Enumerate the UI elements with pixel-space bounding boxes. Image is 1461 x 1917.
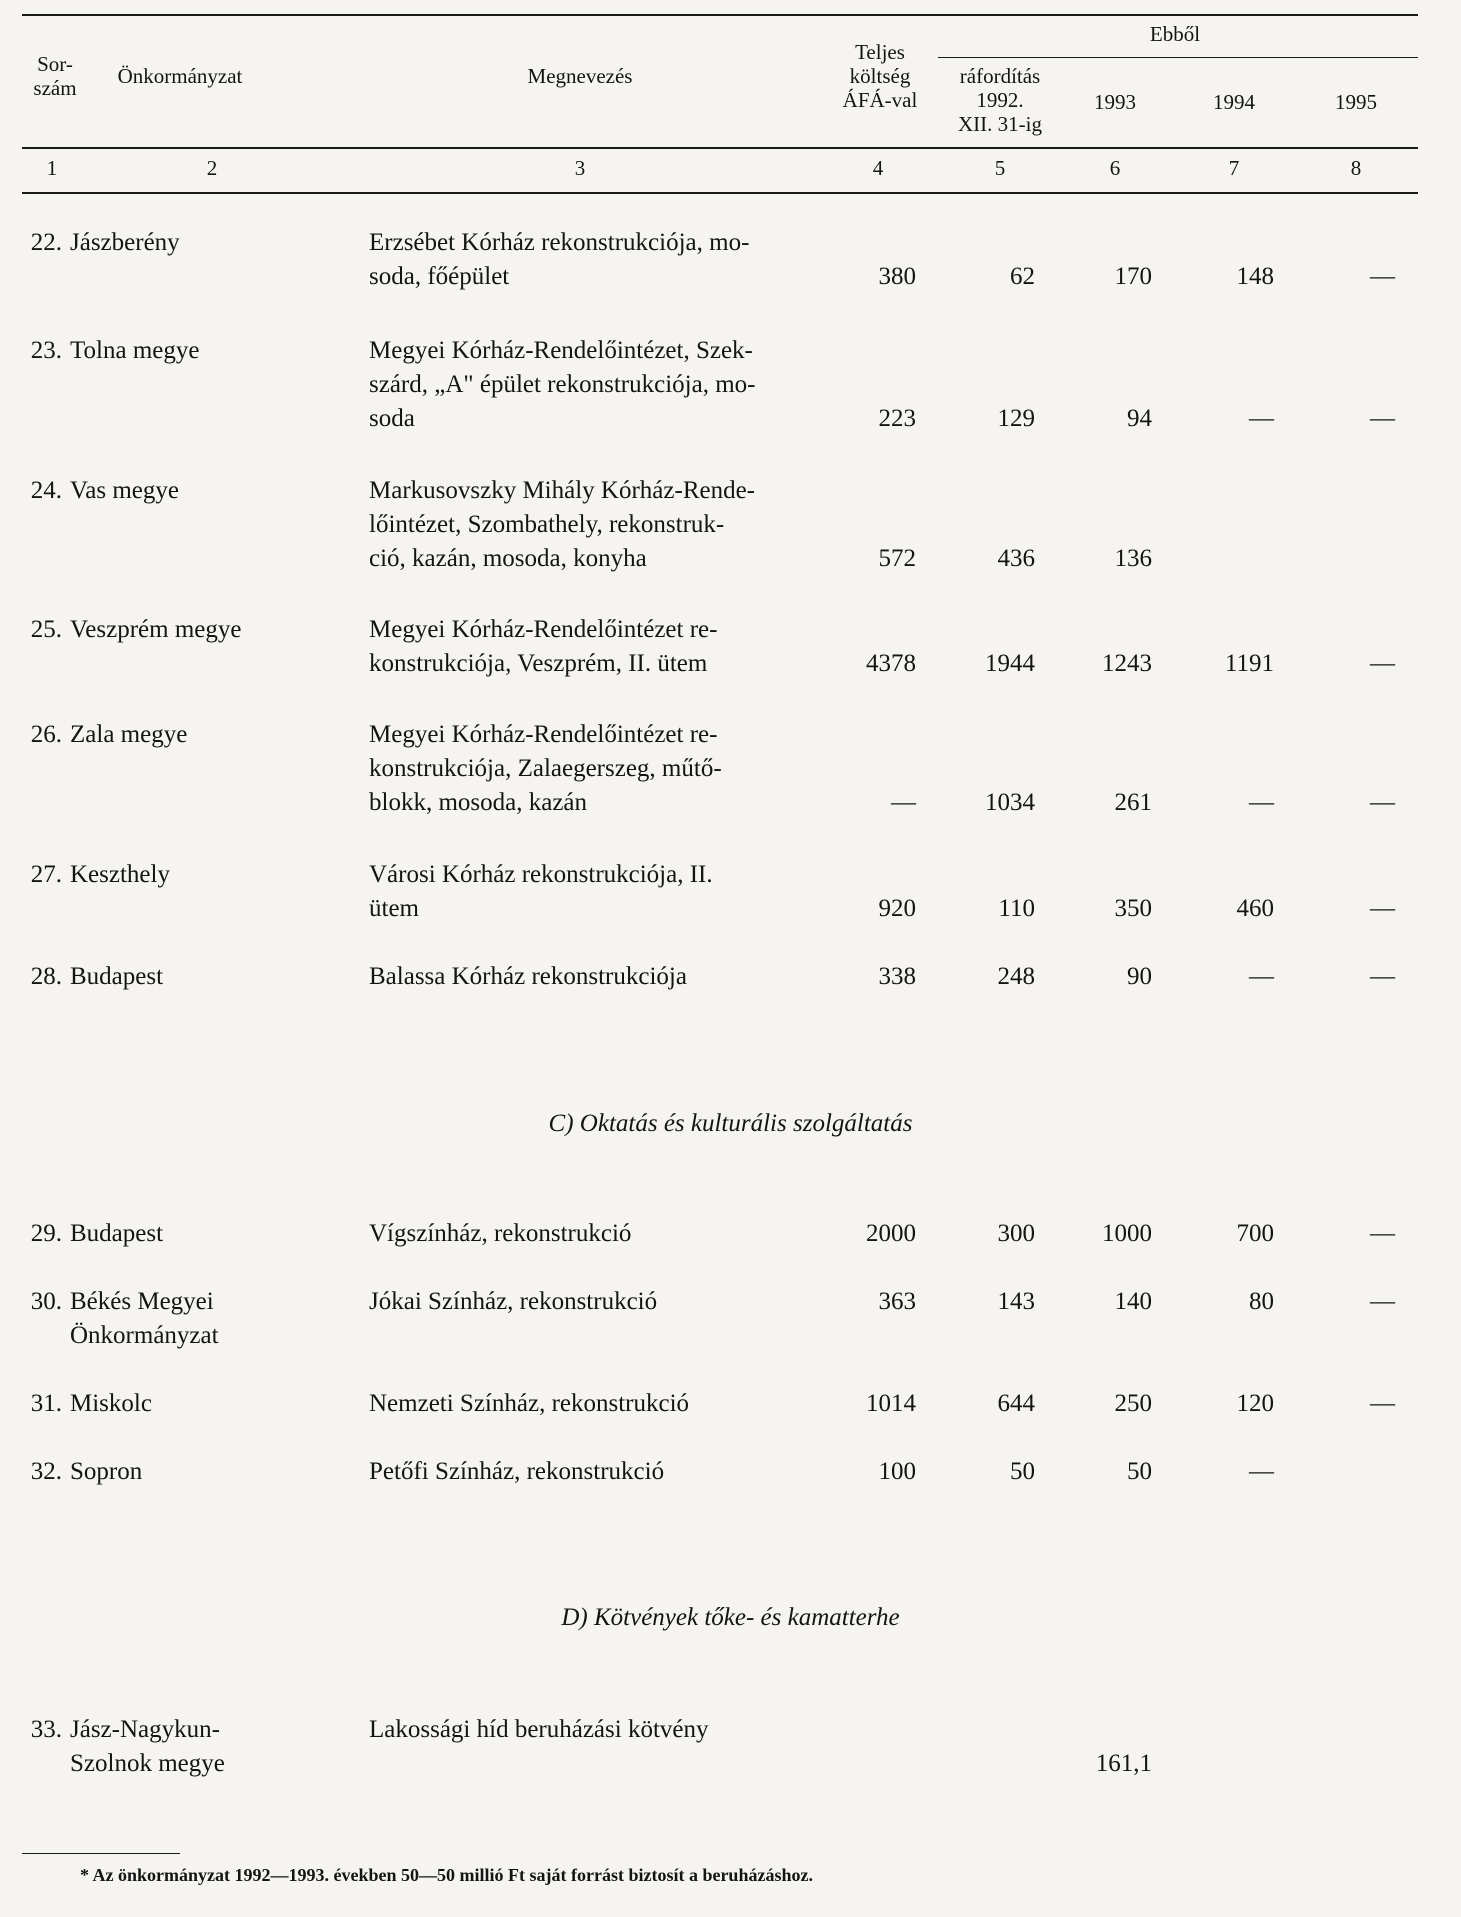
row-value-v6: 261 xyxy=(1114,789,1152,816)
row-value-v8: — xyxy=(1370,895,1395,922)
row-value-v7: 80 xyxy=(1249,1288,1274,1315)
colnum-1: 1 xyxy=(46,156,58,180)
row-value-v4: 380 xyxy=(878,263,916,290)
row-value-v5: 300 xyxy=(997,1220,1035,1247)
header-sorszam: Sor- szám xyxy=(33,52,77,100)
row-value-v4: 1014 xyxy=(866,1390,916,1417)
row-value-v7: — xyxy=(1249,1458,1274,1485)
row-description: Erzsébet Kórház rekonstrukciója, mo- soda, főépület xyxy=(369,229,750,290)
row-value-v5: 50 xyxy=(1010,1458,1035,1485)
row-value-v6: 161,1 xyxy=(1095,1750,1152,1777)
row-municipality: Miskolc xyxy=(70,1390,152,1417)
header-1994: 1994 xyxy=(1213,90,1255,114)
row-value-v6: 90 xyxy=(1127,963,1152,990)
row-description: Megyei Kórház-Rendelőintézet re- konstrukciója, Veszprém, II. ütem xyxy=(369,616,718,677)
row-value-v4: — xyxy=(891,789,916,816)
row-description: Megyei Kórház-Rendelőintézet re- konstrukciója, Zalaegerszeg, műtő- blokk, mosoda, kazán xyxy=(369,721,722,816)
colnum-3: 3 xyxy=(574,156,586,180)
row-value-v4: 338 xyxy=(878,963,916,990)
row-value-v7: 120 xyxy=(1236,1390,1274,1417)
colnum-rule xyxy=(22,192,1418,194)
row-number: 33. xyxy=(30,1716,62,1743)
row-number: 26. xyxy=(30,721,62,748)
row-description: Markusovszky Mihály Kórház-Rende- lőintézet, Szombathely, rekonstruk- ció, kazán, mosoda, konyha xyxy=(369,477,756,572)
colnum-7: 7 xyxy=(1228,156,1240,180)
row-value-v8: — xyxy=(1370,1390,1395,1417)
row-value-v5: 1944 xyxy=(985,650,1035,677)
row-number: 27. xyxy=(30,861,62,888)
row-value-v7: — xyxy=(1249,963,1274,990)
header-ebbol: Ebből xyxy=(1149,22,1201,46)
row-municipality: Vas megye xyxy=(70,477,179,504)
row-value-v7: — xyxy=(1249,789,1274,816)
colnum-4: 4 xyxy=(872,156,884,180)
section-c-title: C) Oktatás és kulturális szolgáltatás xyxy=(548,1110,913,1137)
row-value-v8: — xyxy=(1370,789,1395,816)
colnum-5: 5 xyxy=(994,156,1006,180)
row-value-v4: 572 xyxy=(878,545,916,572)
row-value-v6: 350 xyxy=(1114,895,1152,922)
row-description: Városi Kórház rekonstrukciója, II. ütem xyxy=(369,861,713,922)
row-value-v5: 248 xyxy=(997,963,1035,990)
row-value-v7: 148 xyxy=(1236,263,1274,290)
row-value-v6: 136 xyxy=(1114,545,1152,572)
colnum-6: 6 xyxy=(1109,156,1121,180)
row-description: Lakossági híd beruházási kötvény xyxy=(369,1716,709,1743)
header-teljes-koltseg: Teljes költség ÁFÁ-val xyxy=(842,40,918,112)
row-value-v4: 223 xyxy=(878,405,916,432)
row-municipality: Veszprém megye xyxy=(70,616,242,643)
row-value-v5: 62 xyxy=(1010,263,1035,290)
row-number: 22. xyxy=(30,229,62,256)
section-d-title: D) Kötvények tőke- és kamatterhe xyxy=(561,1604,900,1631)
row-description: Vígszínház, rekonstrukció xyxy=(369,1220,632,1247)
row-description: Nemzeti Színház, rekonstrukció xyxy=(369,1390,690,1417)
row-value-v4: 100 xyxy=(878,1458,916,1485)
header-megnevezes: Megnevezés xyxy=(527,64,633,88)
colnum-8: 8 xyxy=(1350,156,1362,180)
row-value-v8: — xyxy=(1370,1220,1395,1247)
colnum-2: 2 xyxy=(206,156,218,180)
row-number: 24. xyxy=(30,477,62,504)
row-value-v4: 363 xyxy=(878,1288,916,1315)
row-value-v5: 110 xyxy=(998,895,1035,922)
row-value-v8: — xyxy=(1370,263,1395,290)
row-number: 30. xyxy=(30,1288,62,1315)
row-value-v6: 1000 xyxy=(1102,1220,1152,1247)
row-value-v8: — xyxy=(1370,405,1395,432)
row-value-v8: — xyxy=(1370,1288,1395,1315)
header-1993: 1993 xyxy=(1094,90,1136,114)
row-municipality: Budapest xyxy=(70,963,164,990)
row-number: 28. xyxy=(30,963,62,990)
row-value-v6: 140 xyxy=(1114,1288,1152,1315)
row-value-v6: 94 xyxy=(1127,405,1152,432)
row-description: Petőfi Színház, rekonstrukció xyxy=(369,1458,665,1485)
row-value-v7: 700 xyxy=(1236,1220,1274,1247)
row-description: Megyei Kórház-Rendelőintézet, Szek- szárd, „A" épület rekonstrukciója, mo- soda xyxy=(369,337,756,432)
row-municipality: Tolna megye xyxy=(70,337,200,364)
header-onkormanyzat: Önkormányzat xyxy=(117,64,243,88)
header-raforditas: ráfordítás 1992. XII. 31-ig xyxy=(958,64,1042,136)
row-value-v8: — xyxy=(1370,963,1395,990)
row-value-v4: 920 xyxy=(878,895,916,922)
row-description: Balassa Kórház rekonstrukciója xyxy=(369,963,687,990)
row-value-v8: — xyxy=(1370,650,1395,677)
row-value-v7: — xyxy=(1249,405,1274,432)
footnote: * Az önkormányzat 1992—1993. években 50—50 millió Ft saját forrást biztosít a beruházáshoz. xyxy=(80,1865,813,1885)
row-value-v5: 143 xyxy=(997,1288,1035,1315)
row-value-v4: 4378 xyxy=(866,650,916,677)
row-number: 25. xyxy=(30,616,62,643)
row-municipality: Békés Megyei Önkormányzat xyxy=(70,1288,219,1349)
row-value-v5: 436 xyxy=(997,545,1035,572)
row-value-v6: 50 xyxy=(1127,1458,1152,1485)
row-number: 32. xyxy=(30,1458,62,1485)
row-value-v5: 129 xyxy=(997,405,1035,432)
row-value-v6: 170 xyxy=(1114,263,1152,290)
row-value-v5: 1034 xyxy=(985,789,1035,816)
row-municipality: Jász-Nagykun- Szolnok megye xyxy=(70,1716,225,1777)
row-number: 29. xyxy=(30,1220,62,1247)
row-value-v6: 1243 xyxy=(1102,650,1152,677)
row-number: 31. xyxy=(30,1390,62,1417)
row-municipality: Keszthely xyxy=(70,861,170,888)
header-1995: 1995 xyxy=(1335,90,1377,114)
row-municipality: Jászberény xyxy=(70,229,180,256)
header-rule xyxy=(22,147,1418,149)
row-value-v7: 460 xyxy=(1236,895,1274,922)
footnote-rule xyxy=(22,1853,180,1854)
row-value-v5: 644 xyxy=(997,1390,1035,1417)
row-description: Jókai Színház, rekonstrukció xyxy=(369,1288,658,1315)
row-municipality: Zala megye xyxy=(70,721,188,748)
row-municipality: Sopron xyxy=(70,1458,143,1485)
row-number: 23. xyxy=(30,337,62,364)
row-municipality: Budapest xyxy=(70,1220,164,1247)
ebbol-rule xyxy=(938,57,1418,58)
row-value-v6: 250 xyxy=(1114,1390,1152,1417)
row-value-v7: 1191 xyxy=(1224,650,1274,677)
row-value-v4: 2000 xyxy=(866,1220,916,1247)
top-rule xyxy=(22,14,1418,16)
